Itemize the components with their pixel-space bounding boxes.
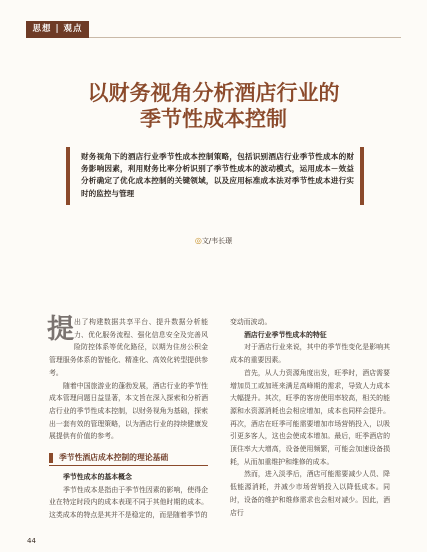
right-column [230,316,390,519]
body-paragraph: 季节性成本是指由于季节性因素的影响，使得企业在特定时段内的成本表现不同于其他时期的成本。这类成本的特点是其并不是稳定的，而是随着季节的 [49,485,208,520]
drop-cap: 提 [47,314,74,345]
article-title-line-1: 以财务视角分析酒店行业的 [87,81,340,105]
abstract-text: 财务视角下的酒店行业季节性成本控制策略，包括识别酒店行业季节性成本的财务影响因素，利用财务比率分析识别了季节性成本的波动模式，运用成本－效益分析确定了优化成本控制的关键领域，以及应用标准成本法对季节性成本进行实时的监控与管理 [81,152,354,198]
byline-author: 文/韦长璟 [201,237,233,245]
header-rule [89,37,401,38]
article-title-line-2: 季节性成本控制 [140,107,287,131]
section-heading-bar [49,453,53,463]
abstract-box [66,147,364,205]
intro-paragraph-text: 出了构建数据共享平台、提升数据分析能力、优化服务流程、强化信息安全及完善风险防控体系等优化路径，以期为住房公积金管理服务体系的智能化、精准化、高效化转型提供参考。 [49,318,208,377]
section-heading [49,452,208,466]
page-number: 44 [27,537,36,545]
left-column [49,316,208,522]
abstract-left-bar [66,147,70,205]
body-paragraph: 变动而波动。 [230,318,272,326]
byline-mark-icon: ◎ [194,236,202,245]
byline [0,236,427,246]
intro-paragraph [49,316,208,380]
subheading: 季节性成本的基本概念 [63,473,132,482]
column-tag: 思想 | 观点 [26,21,89,38]
section-heading-text: 季节性酒店成本控制的理论基础 [59,453,169,463]
body-paragraph: 随着中国旅游业的蓬勃发展，酒店行业的季节性成本管理问题日益显著，本文旨在深入探索和分析酒店行业的季节性成本控制，以财务视角为基础，探索出一套有效的管理策略，以为酒店行业的持续健康发展提供有价值的参考。 [49,381,208,441]
abstract-right-bar [360,147,364,205]
body-paragraph: 对于酒店行业来说，其中的季节性变化是影响其成本的重要因素。 [230,343,390,365]
body-paragraph: 首先，从人力资源角度出发，旺季时，酒店需要增加员工或加班来满足高峰期的需求，导致人力成本大幅提升。其次，旺季的客房使用率较高，相关的能源和水资源消耗也会相应增加，成本也同样会提升。再次，酒店在旺季可能需要增加市场营销投入，以吸引更多客人，这也会使成本增加。最后，旺季酒店的顶住率大大增高，设备使用频繁，可能会加速设备损耗，从而加重维护和维修的成本。 [230,368,390,466]
body-paragraph: 然而，进入淡季后，酒店可能需要减少人员、降低能源消耗，并减少市场营销投入以降低成本。同时，设备的维护和维修需求也会相对减少。因此，酒店行 [230,470,390,517]
subheading: 酒店行业季节性成本的特征 [244,330,327,339]
